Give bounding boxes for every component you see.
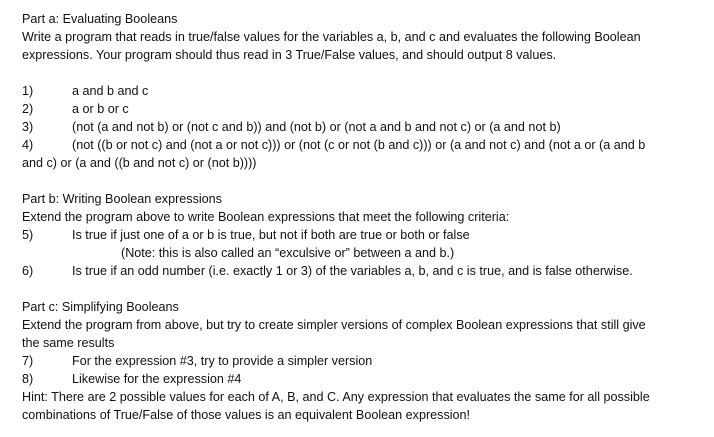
item-8-number: 8) (22, 372, 34, 386)
item-5-criteria: Is true if just one of a or b is true, but not if both are true or both or false (72, 228, 470, 242)
item-1-expression: a and b and c (72, 84, 149, 98)
part-c-description-line2: the same results (22, 336, 115, 350)
item-7-task: For the expression #3, try to provide a simpler version (72, 354, 373, 368)
item-3-expression: (not (a and not b) or (not c and b)) and (not b) or (not a and b and not c) or (a and not b) (72, 120, 561, 134)
item-4-number: 4) (22, 138, 34, 152)
hint-line2: combinations of True/False of those values is an equivalent Boolean expression! (22, 408, 471, 422)
part-b-description: Extend the program above to write Boolean expressions that meet the following criteria: (22, 210, 510, 224)
part-c-title: Part c: Simplifying Booleans (22, 300, 179, 314)
part-a-description-line2: expressions. Your program should thus read in 3 True/False values, and should output 8 values. (22, 48, 557, 62)
item-3-number: 3) (22, 120, 34, 134)
item-8-task: Likewise for the expression #4 (72, 372, 242, 386)
hint-line1: Hint: There are 2 possible values for each of A, B, and C. Any expression that evaluates the same for all possible (22, 390, 650, 404)
item-2-number: 2) (22, 102, 34, 116)
item-5-note: (Note: this is also called an “exculsive or” between a and b.) (121, 246, 455, 260)
item-7-number: 7) (22, 354, 34, 368)
item-2-expression: a or b or c (72, 102, 129, 116)
item-4-expression: (not ((b or not c) and (not a or not c))) or (not (c or not (b and c))) or (a and not c) and (not a or (a and b (72, 138, 646, 152)
item-4-expression-continued: and c) or (a and ((b and not c) or (not b)))) (22, 156, 257, 170)
item-5-number: 5) (22, 228, 34, 242)
item-6-criteria: Is true if an odd number (i.e. exactly 1 or 3) of the variables a, b, and c is true, and is false otherwise. (72, 264, 633, 278)
part-a-title: Part a: Evaluating Booleans (22, 12, 178, 26)
item-6-number: 6) (22, 264, 34, 278)
item-1-number: 1) (22, 84, 34, 98)
part-b-title: Part b: Writing Boolean expressions (22, 192, 222, 206)
part-a-description-line1: Write a program that reads in true/false values for the variables a, b, and c and evaluates the following Boolean (22, 30, 641, 44)
part-c-description-line1: Extend the program from above, but try to create simpler versions of complex Boolean expressions that still give (22, 318, 646, 332)
